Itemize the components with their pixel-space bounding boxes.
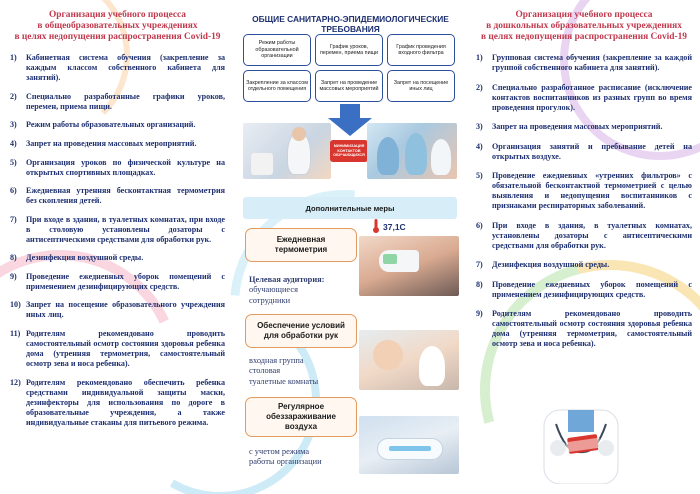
list-item: 7) При входе в здания, в туалетных комнатах, при входе в столовую установлены дозаторы с антисептическими средствами для обработки рук. (10, 214, 225, 244)
list-item: 1) Групповая система обучения (закрепление за каждой группой собственного кабинета для занятий). (476, 53, 692, 73)
minimize-contacts-badge: МИНИМИЗАЦИЯ КОНТАКТОВ ОБУЧАЮЩИХСЯ (330, 140, 368, 162)
thermometer-photo (359, 236, 459, 296)
thermometer-screen (383, 254, 397, 264)
air-purifier-photo (359, 416, 459, 474)
preschool-panel (466, 0, 700, 494)
doctor-illustration (506, 390, 656, 484)
requirement-box: График проведения входного фильтра (387, 34, 455, 66)
list-item: 10) Запрет на посещение образовательного учреждения иных лиц. (10, 300, 225, 320)
measure-note: с учетом режима работы организации (249, 447, 322, 467)
list-item: 1) Кабинетная система обучения (закрепление за каждым классом собственного кабинета для занятий). (10, 53, 225, 83)
requirement-box: Режим работы образовательной организации (243, 34, 311, 66)
list-item: 8) Проведение ежедневных уборок помещений с применением дезинфицирующих средств. (476, 279, 692, 299)
measure-note: входная группа столовая туалетные комнаты (249, 356, 319, 386)
requirements-row (243, 70, 455, 102)
title-line: в дошкольных образовательных учреждениях (486, 21, 682, 32)
list-item: 4) Запрет на проведения массовых мероприятий. (10, 138, 197, 148)
nurse-head (292, 127, 306, 141)
title-line: в целях недопущения распространения Covid-19 (14, 32, 221, 43)
list-item: 9) Родителям рекомендовано проводить самостоятельный осмотр состояния здоровья ребенка дома (утренняя термометрия, самостоятельный осмотр зева и носа ребенка). (476, 308, 692, 349)
list-item: 5) Проведение ежедневных «утренних фильтров» с обязательной бесконтактной термометрией с целью выявления и недопущения воспитанников с признаками респираторных заболеваний. (476, 171, 692, 211)
temperature-label: 37,1С (383, 222, 406, 232)
list-item: 5) Организация уроков по физической культуре на открытых спортивных площадках. (10, 157, 225, 177)
list-item: 11) Родителям рекомендовано проводить самостоятельный осмотр состояния здоровья ребенка дома (утренняя термометрия, самостоятельный осмотр зева и носа ребенка). (10, 328, 225, 368)
measure-hand-treatment: Обеспечение условий для обработки рук (245, 314, 357, 348)
requirements-title: ОБЩИЕ САНИТАРНО-ЭПИДЕМИОЛОГИЧЕСКИЕ ТРЕБОВАНИЯ (252, 14, 449, 34)
purifier-light (389, 446, 431, 451)
preschool-measures-list (476, 53, 692, 349)
measure-air-disinfection: Регулярное обеззараживание воздуха (245, 397, 357, 437)
title-line: в общеобразовательных учреждениях (37, 21, 198, 32)
requirements-row (243, 34, 455, 66)
desk-shape (251, 153, 273, 175)
title-line: Организация учебного процесса (49, 10, 186, 20)
requirements-panel (233, 0, 466, 494)
title-line: Организация учебного процесса (515, 10, 653, 20)
adult-figure (419, 346, 445, 386)
worker-figure (431, 139, 451, 175)
measure-note: Целевая аудитория: обучающиеся сотрудники (249, 275, 325, 305)
extra-measures-title: Дополнительные меры (243, 197, 457, 219)
list-item: 6) Ежедневная утренняя бесконтактная термометрия без скопления детей. (10, 186, 225, 206)
child-figure (373, 340, 403, 370)
school-panel (0, 0, 233, 494)
school-panel-title (10, 10, 225, 43)
lab-photo (367, 123, 457, 179)
list-item: 8) Дезинфекция воздушной среды. (10, 253, 144, 263)
nurse-photo (243, 123, 331, 179)
list-item: 2) Специально разработанные графики уроков, перемен, приема пищи. (10, 91, 225, 111)
list-item: 12) Родителям рекомендовано обеспечить ребенка средствами индивидуальной защиты маски, дезинфекторы для использования по дороге в образовательные учреждения, а также индивидуальные стаканы для питьевого режима. (10, 377, 225, 427)
list-item: 3) Режим работы образовательных организаций. (10, 120, 196, 130)
list-item: 6) При входе в здания, в туалетных комнатах, установлены дозаторы с антисептическими средствами для обработки рук. (476, 220, 692, 250)
title-line: в целях недопущения распространения Covid-19 (481, 32, 687, 43)
worker-figure (377, 137, 399, 175)
children-photo (359, 330, 459, 390)
list-item: 7) Дезинфекция воздушной среды. (476, 260, 610, 270)
school-measures-list (10, 53, 225, 427)
list-item: 9) Проведение ежедневных уборок помещений с применением дезинфицирующих средств. (10, 271, 225, 291)
requirement-box: Закрепление за классом отдельного помещения (243, 70, 311, 102)
requirement-box: График уроков, перемен, приема пищи (315, 34, 383, 66)
worker-figure (405, 133, 427, 175)
measure-thermometry: Ежедневная термометрия (245, 228, 357, 262)
thermometer-icon (371, 219, 381, 233)
list-item: 3) Запрет на проведения массовых мероприятий. (476, 122, 663, 132)
requirement-box: Запрет на посещение иных лиц (387, 70, 455, 102)
preschool-panel-title (476, 10, 692, 43)
list-item: 4) Организация занятий и пребывание детей на открытых воздухе. (476, 141, 692, 161)
list-item: 2) Специально разработанное расписание (исключение контактов воспитанников из разных групп во время проведения прогулок). (476, 82, 692, 112)
arrow-down-icon (328, 104, 372, 136)
requirement-box: Запрет на проведение массовых мероприятий (315, 70, 383, 102)
